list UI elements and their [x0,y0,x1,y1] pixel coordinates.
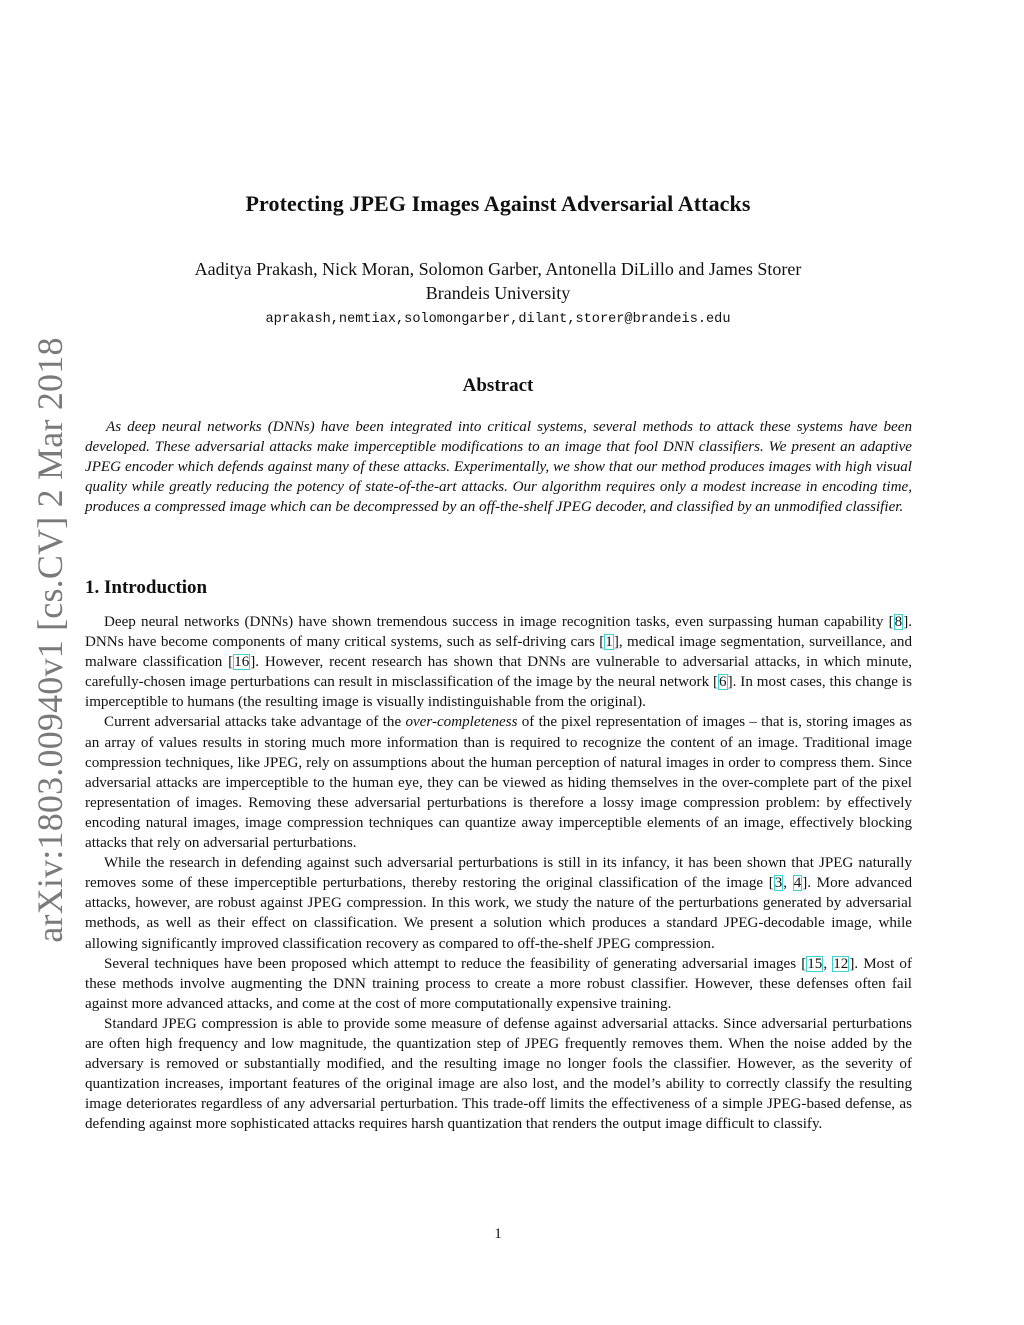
affiliation: Brandeis University [425,283,571,303]
text-run: While the research in defending against such adversarial perturbations is still in its infancy, it has been shown that JPEG naturally removes some of these imperceptible perturbations, thereby restoring the original classification of the image [ [85,855,912,892]
paragraph-2 [85,712,912,853]
text-run: , [783,875,793,892]
citation-link[interactable]: 6 [719,674,727,691]
paragraph-5 [85,1014,912,1135]
text-run: Several techniques have been proposed which attempt to reduce the feasibility of generating adversarial images [ [104,955,807,972]
text-run: ], medical image segmentation, surveillance, and malware classification [ [85,634,912,671]
text-run: ]. In most cases, this change is imperceptible to humans (the resulting image is visually indistinguishable from the original). [85,674,912,711]
text-run: ]. However, recent research has shown that DNNs are vulnerable to adversarial attacks, in which minute, carefully-chosen image perturbations can result in misclassification of the image by the neural network [ [85,654,912,691]
page-number: 1 [494,1226,502,1242]
citation-link[interactable]: 4 [793,875,802,892]
paragraph-1 [85,612,912,712]
arxiv-identifier: arXiv:1803.00940v1 [cs.CV] 2 Mar 2018 [30,337,70,943]
introduction-heading: 1. Introduction [85,577,208,598]
citation-link[interactable]: 3 [774,875,783,892]
citation-link[interactable]: 12 [833,955,849,972]
text-run: ]. More advanced attacks, however, are robust against JPEG compression. In this work, we study the nature of the perturbations generated by adversarial methods, as well as their effect on classification. We present a solution which produces a standard JPEG-decodable image, while allowing significantly improved classification recovery as compared to off-the-shelf JPEG compression. [85,875,913,952]
text-run: ]. Most of these methods involve augmenting the DNN training process to create a more robust classifier. However, these defenses often fail against more advanced attacks, and come at the cost of more computationally expensive training. [85,955,912,1012]
paragraph-4 [85,954,912,1014]
author-list: Aaditya Prakash, Nick Moran, Solomon Garber, Antonella DiLillo and James Storer [194,259,802,279]
abstract-heading: Abstract [462,375,534,396]
text-run: ]. DNNs have become components of many critical systems, such as self-driving cars [ [85,614,912,651]
author-emails: aprakash,nemtiax,solomongarber,dilant,storer@brandeis.edu [265,312,731,327]
citation-link[interactable]: 15 [807,955,823,972]
citation-link[interactable]: 8 [894,614,903,630]
abstract-text: As deep neural networks (DNNs) have been integrated into critical systems, several methods to attack these systems have been developed. These adversarial attacks make imperceptible modifications to an image that fool DNN classifiers. We present an adaptive JPEG encoder which defends against many of these attacks. Experimentally, we show that our method produces images with high visual quality while greatly reducing the potency of state-of-the-art attacks. Our algorithm requires only a modest increase in encoding time, produces a compressed image which can be decompressed by an off-the-shelf JPEG decoder, and classified by an unmodified classifier. [85,419,912,515]
text-run: of the pixel representation of images – that is, storing images as an array of values results in storing much more information than is required to recognize the content of an image. Traditional image compression techniques, like JPEG, rely on assumptions about the human perception of natural images in order to compress them. Since adversarial attacks are imperceptible to the human eye, they can be viewed as hiding themselves in the over-complete part of the pixel representation of images. Removing these adversarial perturbations is therefore a lossy image compression problem: by effectively encoding natural images, image compression techniques can quantize away imperceptible elements of an image, effectively blocking attacks that rely on adversarial perturbations. [85,714,912,852]
paper-title: Protecting JPEG Images Against Adversarial Attacks [245,191,751,216]
text-run: Deep neural networks (DNNs) have shown tremendous success in image recognition tasks, even surpassing human capability [ [104,614,894,630]
text-run: Standard JPEG compression is able to provide some measure of defense against adversarial attacks. Since adversarial perturbations are often high frequency and low magnitude, the quantization step of JPEG frequently removes them. When the noise added by the adversary is removed or substantially modified, and the resulting image no longer fools the classifier. However, as the severity of quantization increases, important features of the original image are also lost, and the model’s ability to correctly classify the resulting image deteriorates regardless of any adversarial perturbation. This trade-off limits the effectiveness of a simple JPEG-based defense, as defending against more sophisticated attacks requires harsh quantization that renders the output image difficult to classify. [85,1015,912,1133]
text-run: , [823,955,833,972]
paragraph-3 [85,853,912,953]
citation-link[interactable]: 16 [234,654,250,671]
introduction-body [85,612,912,1134]
text-run: Current adversarial attacks take advantage of the [104,714,406,731]
citation-link[interactable]: 1 [605,634,613,651]
emphasized-term: over-completeness [405,714,518,731]
